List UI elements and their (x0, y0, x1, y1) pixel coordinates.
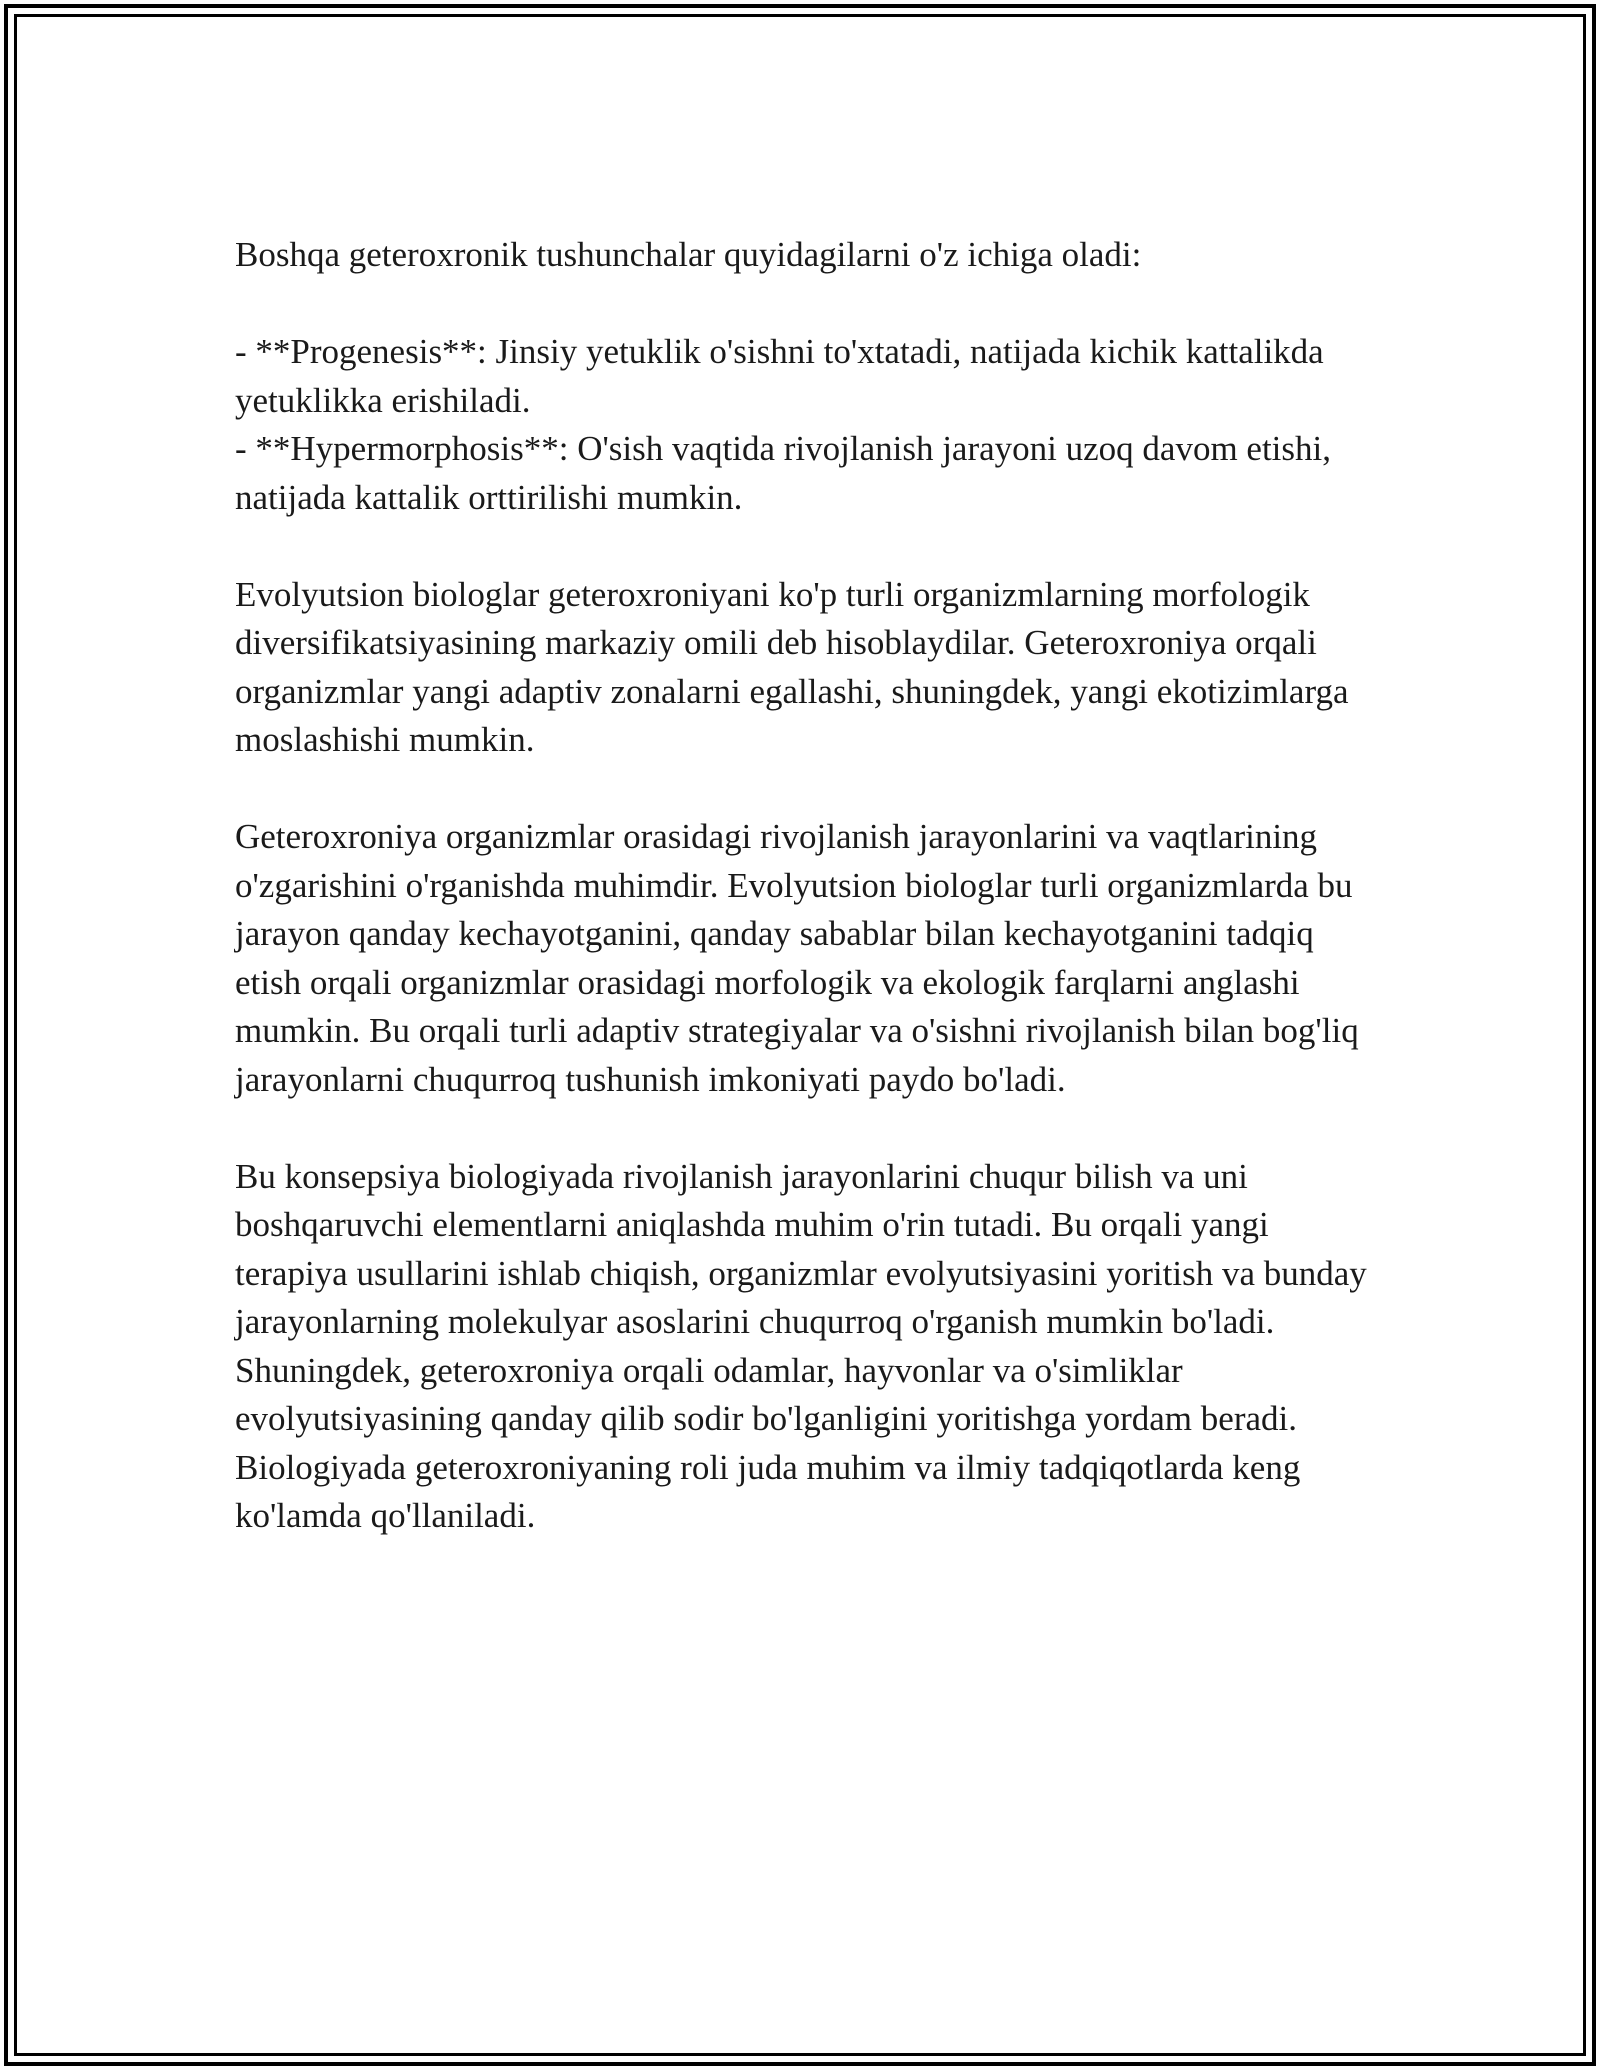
paragraph-development: Geteroxroniya organizmlar orasidagi rivojlanish jarayonlarini va vaqtlarining o'zgarishini o'rganishda muhimdir. Evolyutsion biologlar turli organizmlarda bu jarayon qanday kechayotganini, qanday sabablar bilan kechayotganini tadqiq etish orqali organizmlar orasidagi morfologik va ekologik farqlarni anglashi mumkin. Bu orqali turli adaptiv strategiyalar va o'sishni rivojlanish bilan bog'liq jarayonlarni chuqurroq tushunish imkoniyati paydo bo'ladi. (235, 817, 1359, 1099)
intro-line: Boshqa geteroxronik tushunchalar quyidagilarni o'z ichiga oladi: (235, 235, 1142, 274)
paragraph-concept: Bu konsepsiya biologiyada rivojlanish jarayonlarini chuqur bilish va uni boshqaruvchi elementlarni aniqlashda muhim o'rin tutadi. Bu orqali yangi terapiya usullarini ishlab chiqish, organizmlar evolyutsiyasini yoritish va bunday jarayonlarning molekulyar asoslarini chuqurroq o'rganish mumkin bo'ladi. Shuningdek, geteroxroniya orqali odamlar, hayvonlar va o'simliklar evolyutsiyasining qanday qilib sodir bo'lganligini yoritishga yordam beradi. Biologiyada geteroxroniyaning roli juda muhim va ilmiy tadqiqotlarda keng ko'lamda qo'llaniladi. (235, 1156, 1367, 1535)
list-item-hypermorphosis: - **Hypermorphosis**: O'sish vaqtida rivojlanish jarayoni uzoq davom etishi, natijada kattalik orttirilishi mumkin. (235, 429, 1332, 517)
paragraph-gap (235, 522, 1385, 571)
list-item-progenesis: - **Progenesis**: Jinsiy yetuklik o'sishni to'xtatadi, natijada kichik kattalikda yetuklikka erishiladi. (235, 332, 1324, 420)
paragraph-evolution: Evolyutsion biologlar geteroxroniyani ko'p turli organizmlarning morfologik diversifikatsiyasining markaziy omili deb hisoblaydilar. Geteroxroniya orqali organizmlar yangi adaptiv zonalarni egallashi, shuningdek, yangi ekotizimlarga moslashishi mumkin. (235, 574, 1349, 759)
paragraph-gap (235, 765, 1385, 814)
paragraph-gap (235, 1104, 1385, 1153)
paragraph-gap (235, 280, 1385, 329)
document-body (235, 231, 1385, 1541)
